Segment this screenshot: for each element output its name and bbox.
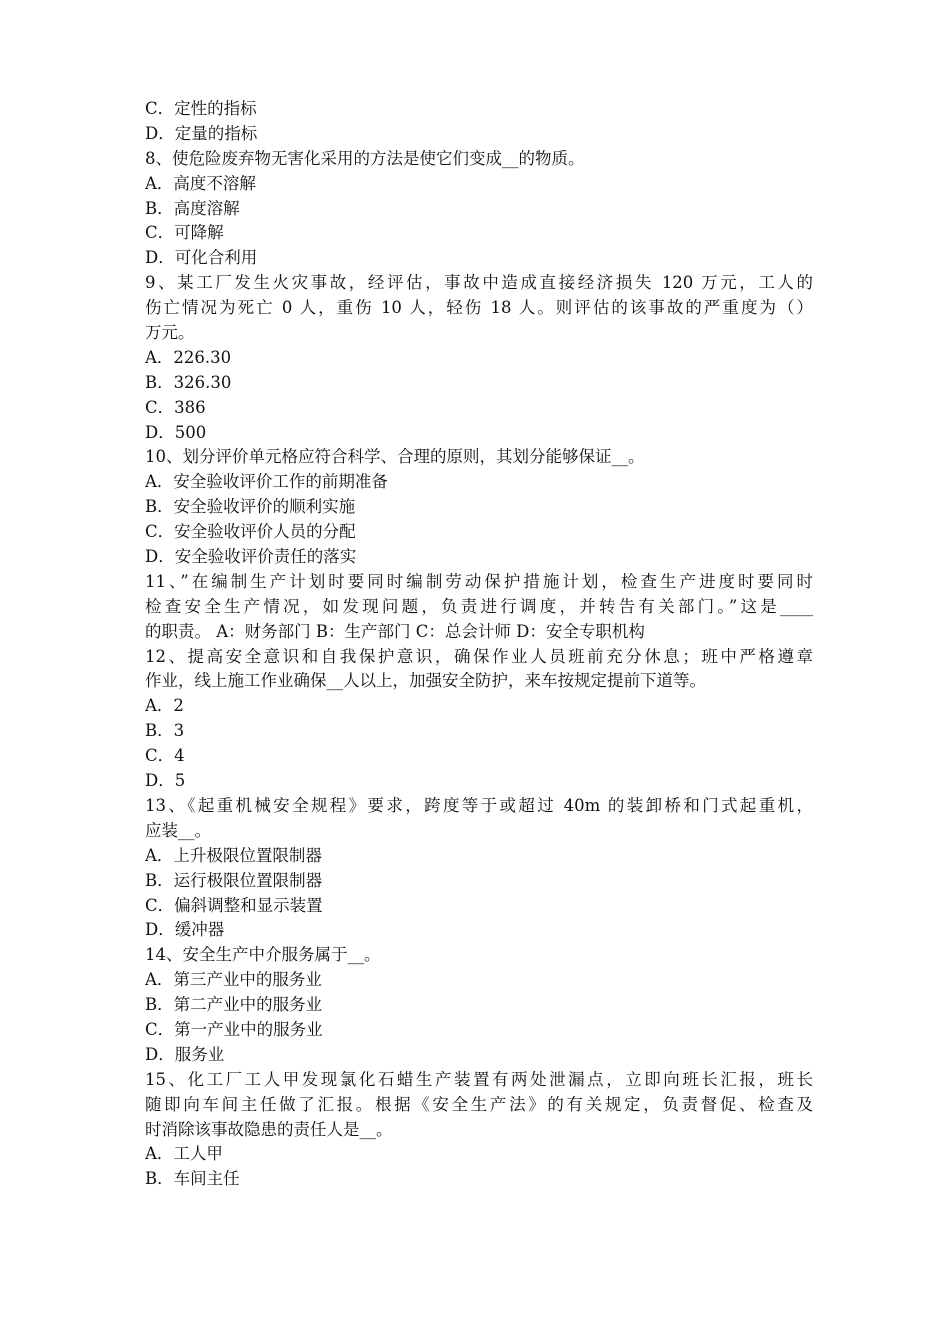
text-line: 伤亡情况为死亡 0 人，重伤 10 人，轻伤 18 人。则评估的该事故的严重度为（） xyxy=(145,298,813,318)
text-line: D．服务业 xyxy=(145,1044,225,1064)
text-line: 11、”在编制生产计划时要同时编制劳动保护措施计划，检查生产进度时要同时 xyxy=(145,571,813,591)
text-line: 14、安全生产中介服务属于__。 xyxy=(145,945,381,965)
text-line: C．第一产业中的服务业 xyxy=(145,1019,323,1039)
text-line: 随即向车间主任做了汇报。根据《安全生产法》的有关规定，负责督促、检查及 xyxy=(145,1094,813,1114)
text-line: B．运行极限位置限制器 xyxy=(145,870,323,890)
text-line: 12、提高安全意识和自我保护意识，确保作业人员班前充分休息；班中严格遵章 xyxy=(145,646,813,666)
text-line: 应装__。 xyxy=(145,820,211,840)
text-line: 13、《起重机械安全规程》要求，跨度等于或超过 40m 的装卸桥和门式起重机， xyxy=(145,795,813,815)
text-line: 时消除该事故隐患的责任人是__。 xyxy=(145,1119,393,1139)
text-line: C．可降解 xyxy=(145,223,224,243)
text-line: B．安全验收评价的顺利实施 xyxy=(145,497,356,517)
text-line: B．第二产业中的服务业 xyxy=(145,995,323,1015)
text-line: C．偏斜调整和显示装置 xyxy=(145,895,323,915)
text-line: C．386 xyxy=(145,397,206,417)
document-page xyxy=(145,97,813,1192)
text-line: 15、化工厂工人甲发现氯化石蜡生产装置有两处泄漏点，立即向班长汇报，班长 xyxy=(145,1069,813,1089)
text-line: A．高度不溶解 xyxy=(145,173,256,193)
text-line: D．缓冲器 xyxy=(145,920,225,940)
text-line: B．车间主任 xyxy=(145,1169,240,1189)
text-line: A．第三产业中的服务业 xyxy=(145,970,322,990)
text-line: 万元。 xyxy=(145,323,195,343)
text-line: B．326.30 xyxy=(145,372,232,392)
text-line: C．安全验收评价人员的分配 xyxy=(145,522,356,542)
text-line: C．4 xyxy=(145,746,185,766)
text-line: C．定性的指标 xyxy=(145,99,257,118)
text-line: A．工人甲 xyxy=(145,1144,223,1164)
text-line: D．可化合利用 xyxy=(145,248,258,268)
text-line: D．5 xyxy=(145,771,186,791)
text-line: 8、使危险废弃物无害化采用的方法是使它们变成__的物质。 xyxy=(145,148,585,168)
text-line: A．安全验收评价工作的前期准备 xyxy=(145,472,388,492)
text-line: 作业，线上施工作业确保__人以上，加强安全防护，来车按规定提前下道等。 xyxy=(145,671,706,691)
text-line: 9、某工厂发生火灾事故，经评估，事故中造成直接经济损失 120 万元，工人的 xyxy=(145,273,813,293)
text-line: A．226.30 xyxy=(145,347,232,367)
text-line: A．上升极限位置限制器 xyxy=(145,845,322,865)
text-line: 的职责。 A：财务部门 B：生产部门 C：总会计师 D：安全专职机构 xyxy=(145,621,645,641)
text-line: A．2 xyxy=(145,696,184,716)
text-line: D．500 xyxy=(145,422,207,442)
text-line: B．高度溶解 xyxy=(145,198,240,218)
text-line: B．3 xyxy=(145,721,185,741)
text-line: D．安全验收评价责任的落实 xyxy=(145,547,357,567)
text-line: 10、划分评价单元格应符合科学、合理的原则，其划分能够保证__。 xyxy=(145,447,645,467)
text-line: 检查安全生产情况，如发现问题，负责进行调度，并转告有关部门。”这是____ xyxy=(145,596,813,616)
text-line: D．定量的指标 xyxy=(145,123,258,143)
